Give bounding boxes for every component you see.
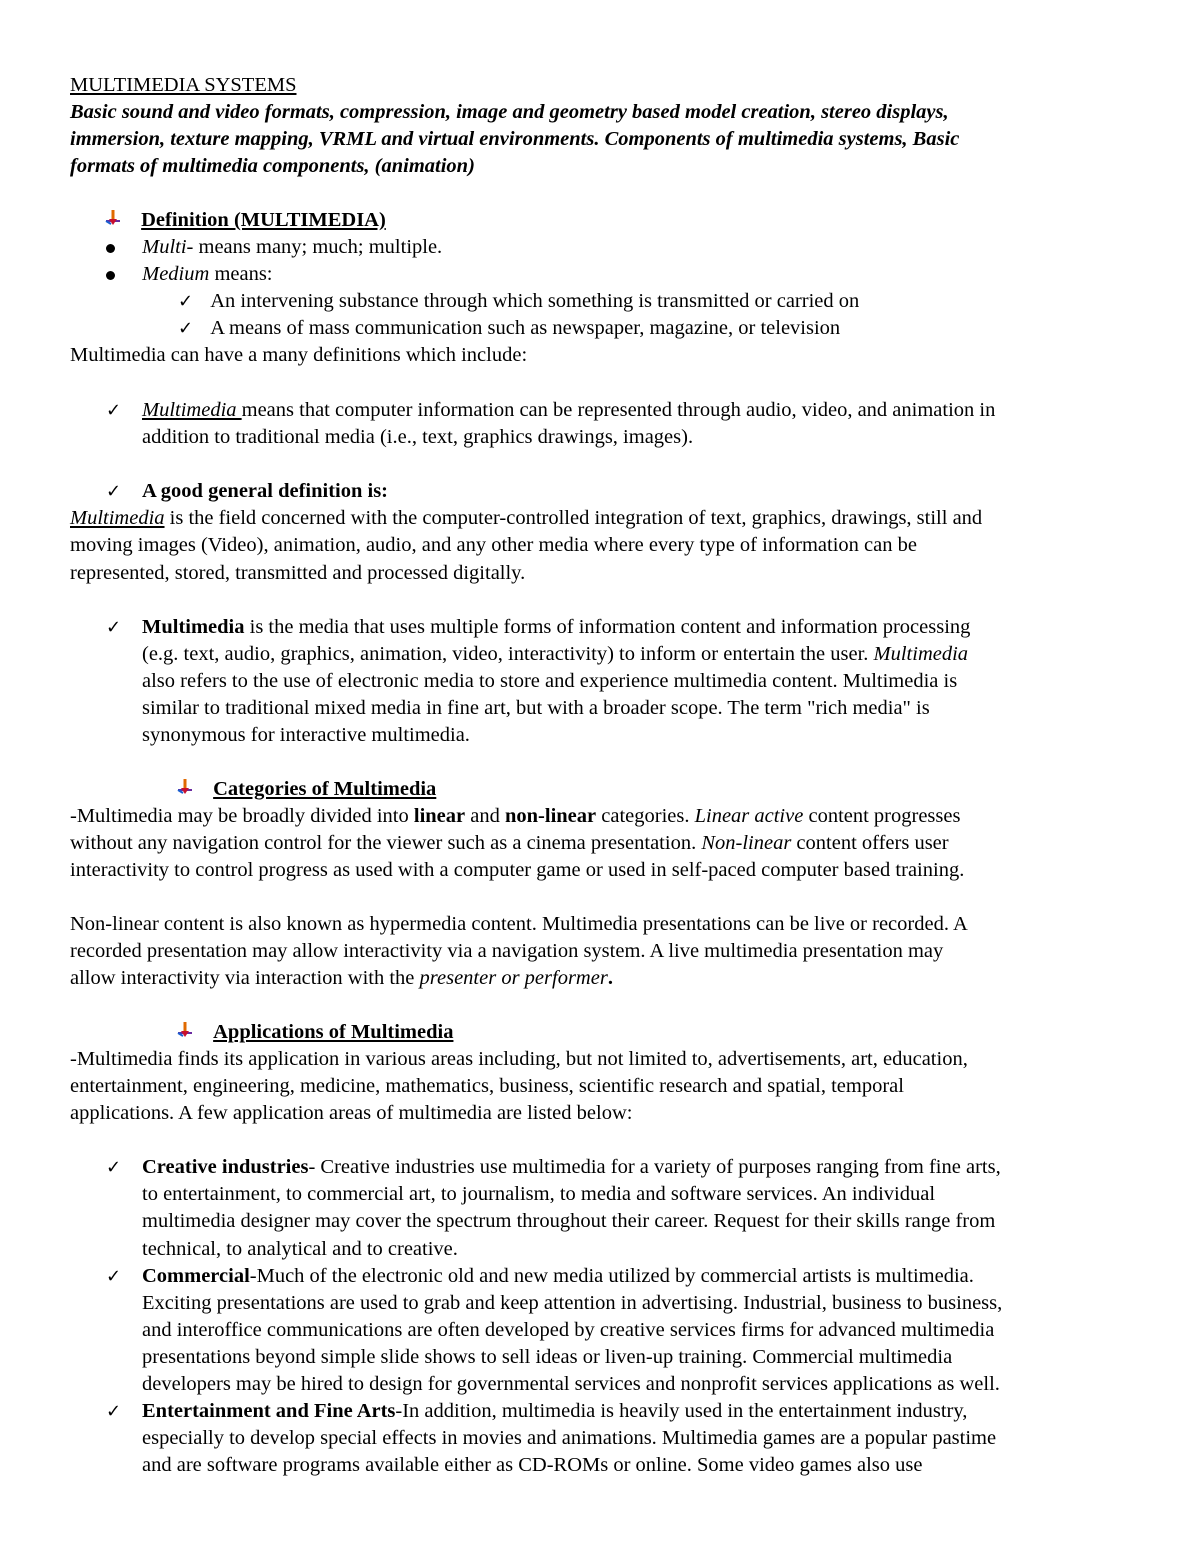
check-icon: ✓ (106, 1157, 122, 1178)
media-definition-line-3: also refers to the use of electronic media to store and experience multimedia content. Multimedia is (142, 670, 958, 692)
document-title: MULTIMEDIA SYSTEMS (70, 74, 297, 96)
good-definition-heading-row (106, 478, 389, 505)
categories-p1-line-1: -Multimedia may be broadly divided into linear and non-linear categories. Linear active content progresses (70, 805, 961, 827)
arrow-bullet-icon (176, 777, 194, 804)
commercial-line-2: Exciting presentations are used to grab and keep attention in advertising. Industrial, business to business, (142, 1292, 1003, 1314)
good-definition-line-3: represented, stored, transmitted and processed digitally. (70, 562, 526, 584)
media-definition-line-2: (e.g. text, audio, graphics, animation, video, interactivity) to inform or entertain the user. Multimedia (142, 643, 969, 665)
applications-heading: Applications of Multimedia (213, 1021, 454, 1043)
medium-sub-1: ✓ An intervening substance through which something is transmitted or carried on (178, 290, 860, 312)
categories-p2-line-1: Non-linear content is also known as hypermedia content. Multimedia presentations can be live or recorded. A (70, 913, 968, 935)
media-definition: ✓ Multimedia is the media that uses multiple forms of information content and information processing (106, 616, 971, 638)
round-bullet-icon (106, 244, 115, 253)
categories-heading-row (176, 776, 436, 804)
good-definition-line-2: moving images (Video), animation, audio, and any other media where every type of information can be (70, 534, 917, 556)
commercial-line-4: presentations beyond simple slide shows to sell ideas or liven-up training. Commercial multimedia (142, 1346, 953, 1368)
creative-industries-line-3: multimedia designer may cover the spectrum throughout their career. Request for their skills range from (142, 1210, 996, 1232)
syllabus-line-3: formats of multimedia components, (animation) (70, 155, 475, 177)
check-icon: ✓ (106, 1401, 122, 1422)
check-icon: ✓ (106, 1266, 122, 1287)
categories-p1-line-2: without any navigation control for the viewer such as a cinema presentation. Non-linear content offers user (70, 832, 949, 854)
check-icon: ✓ (106, 617, 122, 638)
categories-heading: Categories of Multimedia (213, 778, 437, 800)
categories-p2-line-3: allow interactivity via interaction with the presenter or performer. (70, 967, 613, 989)
entertainment-item: ✓ Entertainment and Fine Arts-In addition, multimedia is heavily used in the entertainment industry, (106, 1400, 968, 1422)
commercial-line-5: developers may be hired to design for governmental services and nonprofit services applications as well. (142, 1373, 1000, 1395)
commercial-line-3: and interoffice communications are often developed by creative services firms for advanced multimedia (142, 1319, 995, 1341)
entertainment-line-2: especially to develop special effects in movies and animations. Multimedia games are a popular pastime (142, 1427, 997, 1449)
round-bullet-icon (106, 271, 115, 280)
entertainment-line-3: and are software programs available either as CD-ROMs or online. Some video games also use (142, 1454, 923, 1476)
applications-heading-row (176, 1019, 453, 1047)
check-icon: ✓ (178, 291, 194, 312)
good-definition-line-1: Multimedia is the field concerned with the computer-controlled integration of text, graphics, drawings, still and (70, 507, 983, 529)
medium-sub-2: ✓ A means of mass communication such as newspaper, magazine, or television (178, 317, 841, 339)
applications-line-3: applications. A few application areas of multimedia are listed below: (70, 1102, 633, 1124)
creative-industries-item: ✓ Creative industries- Creative industries use multimedia for a variety of purposes ranging from fine arts, (106, 1156, 1001, 1178)
arrow-bullet-icon (104, 208, 122, 235)
multi-bullet: Multi- means many; much; multiple. (106, 234, 442, 261)
applications-line-1: -Multimedia finds its application in various areas including, but not limited to, advertisements, art, education, (70, 1048, 968, 1070)
commercial-item: ✓ Commercial-Much of the electronic old and new media utilized by commercial artists is multimedia. (106, 1265, 974, 1287)
check-icon: ✓ (106, 481, 122, 502)
definition-1: ✓ Multimedia means that computer information can be represented through audio, video, and animation in (106, 399, 996, 421)
definition-1-line-2: addition to traditional media (i.e., text, graphics drawings, images). (142, 426, 694, 448)
syllabus-line-2: immersion, texture mapping, VRML and virtual environments. Components of multimedia systems, Basic (70, 128, 960, 150)
media-definition-line-5: synonymous for interactive multimedia. (142, 724, 470, 746)
applications-line-2: entertainment, engineering, medicine, mathematics, business, scientific research and spatial, temporal (70, 1075, 904, 1097)
medium-bullet: Medium means: (106, 261, 273, 288)
categories-p2-line-2: recorded presentation may allow interactivity via a navigation system. A live multimedia presentation may (70, 940, 944, 962)
check-icon: ✓ (106, 400, 122, 421)
creative-industries-line-2: to entertainment, to commercial art, to journalism, to media and software services. An individual (142, 1183, 936, 1205)
creative-industries-line-4: technical, to analytical and to creative. (142, 1238, 458, 1260)
syllabus-line-1: Basic sound and video formats, compression, image and geometry based model creation, stereo displays, (70, 101, 949, 123)
definition-heading: Definition (MULTIMEDIA) (141, 209, 386, 231)
media-definition-line-4: similar to traditional mixed media in fine art, but with a broader scope. The term "rich media" is (142, 697, 930, 719)
arrow-bullet-icon (176, 1020, 194, 1047)
definition-heading-row (104, 207, 386, 235)
categories-p1-line-3: interactivity to control progress as used with a computer game or used in self-paced computer based training. (70, 859, 965, 881)
definitions-intro: Multimedia can have a many definitions which include: (70, 344, 528, 366)
good-definition-heading: A good general definition is: (142, 480, 389, 502)
check-icon: ✓ (178, 318, 194, 339)
